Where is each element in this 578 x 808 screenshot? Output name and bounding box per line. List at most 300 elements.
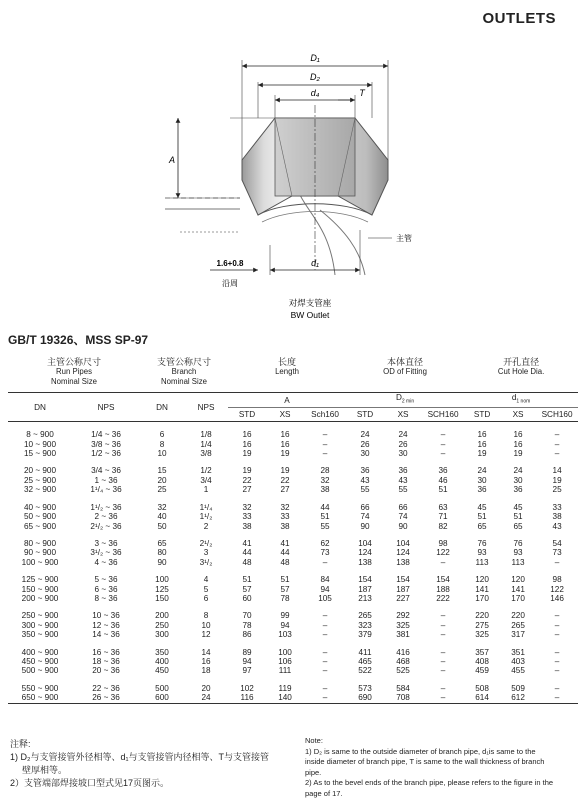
label-d2: D₂ — [310, 72, 320, 82]
table-cell: 14 ~ 36 — [92, 630, 120, 640]
table-cell: 138 — [358, 557, 372, 567]
table-cell: 41 — [280, 538, 290, 548]
table-cell: 16 — [280, 430, 290, 440]
header-std: STD — [228, 408, 266, 422]
table-cell: 116 — [228, 693, 266, 703]
table-cell: 708 — [384, 693, 422, 703]
table-cell: 4 ~ 36 — [94, 557, 118, 567]
table-cell: 36 — [438, 466, 448, 476]
table-cell: 45 — [513, 502, 523, 512]
table-cell: – — [554, 647, 560, 657]
table-cell: 15 — [157, 466, 167, 476]
table-cell: – — [440, 557, 446, 567]
table-cell: – — [322, 430, 328, 440]
table-cell: 1/4 — [200, 439, 212, 449]
notes-cn-1a: 1) D₂与支管接管外径相等、d₁与支管接管内径相等、T与支管接管 — [10, 752, 270, 762]
label-t: T — [359, 88, 365, 98]
table-cell: 70 — [242, 611, 252, 621]
table-cell: 40 ~ 900 — [23, 502, 57, 512]
table-cell: 612 — [500, 693, 536, 703]
table-cell: 99 — [280, 611, 290, 621]
table-cell: 57 — [280, 584, 290, 594]
table-cell: – — [554, 666, 560, 676]
label-main-pipe: 主管 — [396, 234, 412, 243]
table-cell: 170 — [511, 593, 525, 603]
table-cell: – — [322, 449, 328, 459]
table-cell: – — [440, 683, 446, 693]
table-row — [8, 440, 578, 449]
table-row — [8, 558, 578, 567]
notes-cn-1b: 壁厚相等。 — [22, 765, 68, 775]
table-cell: 94 — [280, 620, 290, 630]
table-cell: 8 — [159, 439, 165, 449]
table-cell: 584 — [396, 683, 410, 693]
table-cell: 30 — [398, 449, 408, 459]
caption-en: BW Outlet — [290, 310, 330, 320]
table-cell: 16 ~ 36 — [92, 647, 120, 657]
table-cell: 48 — [242, 557, 252, 567]
table-cell: – — [322, 620, 328, 630]
table-cell: 525 — [396, 666, 410, 676]
table-cell: 62 — [320, 538, 330, 548]
table-cell: 187 — [358, 584, 372, 594]
table-cell: 6 — [159, 430, 165, 440]
table-cell: 220 — [511, 611, 525, 621]
table-cell: 19 — [280, 449, 290, 459]
table-cell: 1¹/₄ — [199, 502, 213, 512]
table-cell: 3/4 — [200, 475, 212, 485]
table-row — [8, 503, 578, 512]
table-cell: 26 ~ 36 — [72, 693, 140, 703]
table-cell: – — [440, 656, 446, 666]
table-cell: 97 — [242, 666, 252, 676]
table-row — [8, 575, 578, 584]
table-cell: 16 — [513, 439, 523, 449]
table-cell: 357 — [475, 647, 489, 657]
table-cell: 63 — [438, 502, 448, 512]
table-cell: 300 — [155, 630, 169, 640]
table-cell: 26 — [398, 439, 408, 449]
table-cell: 44 — [320, 502, 330, 512]
table-cell: 22 ~ 36 — [92, 683, 120, 693]
table-cell: 16 — [280, 439, 290, 449]
table-row — [8, 657, 578, 666]
table-cell: 73 — [552, 548, 562, 558]
table-cell: 140 — [266, 693, 304, 703]
label-d1: d₁ — [311, 258, 319, 268]
table-cell: 220 — [475, 611, 489, 621]
table-cell: – — [440, 630, 446, 640]
table-row — [8, 539, 578, 548]
table-row — [8, 512, 578, 521]
table-cell: 20 — [201, 683, 211, 693]
table-cell: 265 — [511, 620, 525, 630]
table-cell: 18 ~ 36 — [92, 656, 120, 666]
table-cell: 82 — [438, 521, 448, 531]
table-cell: 65 ~ 900 — [23, 521, 57, 531]
group-spacer — [8, 603, 578, 611]
table-cell: 14 — [201, 647, 211, 657]
table-cell: 1¹/₂ ~ 36 — [90, 502, 122, 512]
table-cell: 32 — [280, 502, 290, 512]
table-cell: 105 — [318, 593, 332, 603]
table-cell: 16 — [242, 430, 252, 440]
table-cell: 32 ~ 900 — [23, 485, 57, 495]
table-cell: 73 — [320, 548, 330, 558]
table-cell: 51 — [477, 512, 487, 522]
table-cell: 14 — [552, 466, 562, 476]
table-cell: 1 ~ 36 — [94, 475, 118, 485]
table-cell: 51 — [320, 512, 330, 522]
table-row — [8, 430, 578, 439]
table-cell: 300 ~ 900 — [21, 620, 59, 630]
table-row — [8, 485, 578, 494]
label-gap-cn: 沿周 — [222, 279, 238, 288]
table-cell: 40 — [157, 512, 167, 522]
table-cell: 32 — [242, 502, 252, 512]
table-row — [8, 648, 578, 657]
table-cell: 51 — [513, 512, 523, 522]
table-cell: 27 — [280, 485, 290, 495]
table-cell: 16 — [513, 430, 523, 440]
table-cell: 27 — [242, 485, 252, 495]
header-std: STD — [464, 408, 500, 422]
group-spacer — [8, 676, 578, 684]
table-cell: 32 — [320, 475, 330, 485]
table-cell: 48 — [280, 557, 290, 567]
table-cell: 227 — [396, 593, 410, 603]
table-cell: 416 — [396, 647, 410, 657]
table-cell: 76 — [513, 538, 523, 548]
table-cell: 3/8 — [200, 449, 212, 459]
table-cell: 8 ~ 36 — [94, 593, 118, 603]
table-cell: 550 ~ 900 — [21, 683, 59, 693]
table-cell: 93 — [513, 548, 523, 558]
group-spacer — [8, 531, 578, 539]
table-cell: 65 — [477, 521, 487, 531]
table-cell: 10 ~ 900 — [23, 439, 57, 449]
table-row — [8, 666, 578, 675]
table-cell: 325 — [396, 620, 410, 630]
table-cell: 170 — [475, 593, 489, 603]
table-cell: 74 — [360, 512, 370, 522]
table-cell: 4 — [203, 575, 209, 585]
table-row — [8, 621, 578, 630]
table-row — [8, 449, 578, 458]
table-cell: 120 — [475, 575, 489, 585]
table-cell: 323 — [358, 620, 372, 630]
header-xs: XS — [384, 408, 422, 422]
table-cell: 104 — [358, 538, 372, 548]
table-cell: 265 — [358, 611, 372, 621]
table-cell: 90 ~ 900 — [23, 548, 57, 558]
table-cell: 43 — [552, 521, 562, 531]
table-cell: 50 — [157, 521, 167, 531]
group-spacer — [8, 458, 578, 466]
table-cell: 450 — [155, 666, 169, 676]
table-cell: 57 — [242, 584, 252, 594]
table-cell: 141 — [475, 584, 489, 594]
table-cell: 24 — [477, 466, 487, 476]
table-cell: – — [322, 656, 328, 666]
header-a: A — [228, 393, 346, 408]
table-cell: 43 — [398, 475, 408, 485]
table-cell: – — [322, 611, 328, 621]
table-cell: 66 — [398, 502, 408, 512]
header-branch: 支管公称尺寸 Branch Nominal Size — [157, 357, 212, 386]
table-cell: 1/2 ~ 36 — [91, 449, 121, 459]
table-cell: 45 — [477, 502, 487, 512]
notes-en-1: 1) D₂ is same to the outside diameter of branch pipe, d₁is same to the inside diameter of branch pipe, T is same to the wall thickness of branch pipe. — [305, 746, 545, 777]
table-cell: – — [322, 647, 328, 657]
table-cell: 10 — [201, 620, 211, 630]
table-cell: 508 — [475, 683, 489, 693]
table-row — [8, 522, 578, 531]
table-cell: 124 — [358, 548, 372, 558]
table-cell: 26 — [360, 439, 370, 449]
table-cell: – — [322, 666, 328, 676]
table-cell: 25 — [552, 485, 562, 495]
table-cell: 44 — [280, 548, 290, 558]
table-cell: 55 — [320, 521, 330, 531]
table-cell: 522 — [358, 666, 372, 676]
table-cell: 25 ~ 900 — [23, 475, 57, 485]
table-cell: 66 — [360, 502, 370, 512]
table-cell: – — [322, 439, 328, 449]
table-cell: 10 ~ 36 — [92, 611, 120, 621]
table-cell: 22 — [242, 475, 252, 485]
table-cell: 154 — [358, 575, 372, 585]
table-cell: 600 — [140, 693, 184, 703]
table-cell: – — [322, 683, 328, 693]
table-cell: 22 — [280, 475, 290, 485]
table-cell: 150 — [155, 593, 169, 603]
table-cell: 650 ~ 900 — [8, 693, 72, 703]
table-row — [8, 630, 578, 639]
table-cell: 33 — [280, 512, 290, 522]
table-cell: 120 — [511, 575, 525, 585]
table-cell: 19 — [242, 466, 252, 476]
table-cell: 2¹/₂ — [199, 538, 213, 548]
table-cell: 30 — [513, 475, 523, 485]
table-cell: 102 — [240, 683, 254, 693]
table-cell: 325 — [475, 630, 489, 640]
table-cell: 38 — [552, 512, 562, 522]
table-cell: 122 — [550, 584, 564, 594]
table-cell: 98 — [552, 575, 562, 585]
table-cell: 46 — [438, 475, 448, 485]
table-cell: 1¹/₄ ~ 36 — [90, 485, 122, 495]
label-d4: d₄ — [310, 88, 320, 98]
group-spacer — [8, 495, 578, 503]
notes-en-title: Note: — [305, 736, 323, 745]
table-cell: 690 — [346, 693, 384, 703]
table-cell: 51 — [438, 485, 448, 495]
table-cell: 154 — [396, 575, 410, 585]
notes-en-2: 2) As to the bevel ends of the branch pipe, please refers to the figure in the page of 17. — [305, 778, 554, 798]
table-cell: 5 — [203, 584, 209, 594]
table-row — [8, 548, 578, 557]
table-cell: 8 ~ 900 — [26, 430, 54, 440]
table-cell: – — [322, 630, 328, 640]
table-cell: – — [440, 666, 446, 676]
table-cell: 222 — [436, 593, 450, 603]
table-cell: 113 — [475, 557, 489, 567]
table-cell: 36 — [477, 485, 487, 495]
table-cell: 16 — [201, 656, 211, 666]
table-cell: 71 — [438, 512, 448, 522]
table-cell: 36 — [398, 466, 408, 476]
header-sch160: SCH160 — [536, 408, 578, 422]
table-cell: 5 ~ 36 — [94, 575, 118, 585]
table-cell: – — [554, 439, 560, 449]
table-cell: – — [440, 611, 446, 621]
table-cell: 54 — [552, 538, 562, 548]
notes-cn-2: 2）支管端部焊接坡口型式见17页图示。 — [10, 778, 170, 788]
table-cell: 16 — [477, 430, 487, 440]
header-dn-run: DN — [8, 393, 72, 422]
table-cell: – — [554, 449, 560, 459]
table-cell: – — [554, 557, 560, 567]
table-cell: 400 — [155, 656, 169, 666]
table-cell: 28 — [320, 466, 330, 476]
table-cell: 122 — [436, 548, 450, 558]
table-cell: – — [322, 557, 328, 567]
table-cell: 400 ~ 900 — [21, 647, 59, 657]
table-cell: 113 — [511, 557, 525, 567]
header-std: STD — [346, 408, 384, 422]
table-cell: 80 — [157, 548, 167, 558]
table-cell: 78 — [280, 593, 290, 603]
table-cell: 80 ~ 900 — [23, 538, 57, 548]
table-cell: 2 — [203, 521, 209, 531]
header-d1: $d_{1 nom}$ — [464, 393, 578, 408]
table-cell: 125 — [155, 584, 169, 594]
table-cell: 20 ~ 900 — [23, 466, 57, 476]
header-dn-branch: DN — [140, 393, 184, 422]
table-cell: 411 — [358, 647, 372, 657]
table-row — [8, 466, 578, 475]
table-cell: 30 — [360, 449, 370, 459]
table-cell: 30 — [477, 475, 487, 485]
table-cell: – — [440, 620, 446, 630]
table-cell: 351 — [511, 647, 525, 657]
table-cell: 403 — [511, 656, 525, 666]
table-cell: 20 ~ 36 — [92, 666, 120, 676]
table-cell: 614 — [464, 693, 500, 703]
table-cell: 100 — [155, 575, 169, 585]
label-a: A — [168, 155, 176, 165]
table-cell: 55 — [398, 485, 408, 495]
table-cell: 103 — [278, 630, 292, 640]
table-cell: 24 — [398, 430, 408, 440]
table-cell: 2¹/₂ ~ 36 — [90, 521, 122, 531]
table-cell: 200 — [155, 611, 169, 621]
table-cell: 3/8 ~ 36 — [91, 439, 121, 449]
table-cell: 19 — [513, 449, 523, 459]
table-cell: 25 — [157, 485, 167, 495]
caption-cn: 对焊支管座 — [288, 298, 332, 308]
table-cell: – — [554, 630, 560, 640]
table-cell: 90 — [398, 521, 408, 531]
table-cell: 12 — [201, 630, 211, 640]
table-cell: 146 — [550, 593, 564, 603]
table-cell: 8 — [203, 611, 209, 621]
table-row — [8, 693, 578, 703]
table-row — [8, 476, 578, 485]
table-cell: 41 — [242, 538, 252, 548]
header-run-pipes: 主管公称尺寸 Run Pipes Nominal Size — [47, 357, 102, 386]
table-cell: 6 — [203, 593, 209, 603]
table-cell: 98 — [438, 538, 448, 548]
table-cell: – — [440, 439, 446, 449]
table-cell: 90 — [157, 557, 167, 567]
table-cell: 213 — [358, 593, 372, 603]
table-cell: – — [554, 430, 560, 440]
table-cell: 455 — [511, 666, 525, 676]
table-cell: 18 — [201, 666, 211, 676]
table-cell: 38 — [320, 485, 330, 495]
table-cell: 150 ~ 900 — [21, 584, 59, 594]
table-cell: 2 ~ 36 — [94, 512, 118, 522]
table-cell: 1/8 — [200, 430, 212, 440]
dimensions-table — [8, 358, 578, 704]
table-cell: 51 — [242, 575, 252, 585]
table-cell: 65 — [157, 538, 167, 548]
table-cell: 36 — [513, 485, 523, 495]
label-gap: 1.6+0.8 — [216, 259, 244, 268]
table-cell: 16 — [242, 439, 252, 449]
bw-outlet-drawing — [0, 40, 566, 325]
table-cell: 12 ~ 36 — [92, 620, 120, 630]
table-cell: 468 — [396, 656, 410, 666]
table-cell: 3¹/₂ — [199, 557, 213, 567]
table-cell: 50 ~ 900 — [23, 512, 57, 522]
group-spacer — [8, 640, 578, 648]
table-cell: 188 — [436, 584, 450, 594]
table-cell: – — [554, 620, 560, 630]
table-cell: 141 — [511, 584, 525, 594]
table-cell: – — [422, 693, 464, 703]
group-spacer — [8, 422, 578, 431]
table-cell: 106 — [278, 656, 292, 666]
table-cell: 100 — [278, 647, 292, 657]
table-cell: 19 — [552, 475, 562, 485]
table-cell: – — [440, 647, 446, 657]
table-cell: – — [440, 430, 446, 440]
table-cell: 44 — [242, 548, 252, 558]
label-d1-outer: D₁ — [310, 53, 320, 63]
header-sch160: Sch160 — [304, 408, 346, 422]
table-row — [8, 684, 578, 693]
table-cell: 459 — [475, 666, 489, 676]
table-cell: 250 — [155, 620, 169, 630]
table-cell: 408 — [475, 656, 489, 666]
header-d2: $D_{2 min}$ — [346, 393, 464, 408]
table-cell: 38 — [280, 521, 290, 531]
table-cell: – — [554, 683, 560, 693]
table-cell: 275 — [475, 620, 489, 630]
table-cell: 3 ~ 36 — [94, 538, 118, 548]
table-cell: 51 — [280, 575, 290, 585]
table-cell: 187 — [396, 584, 410, 594]
table-cell: 1/4 ~ 36 — [91, 430, 121, 440]
table-cell: 200 ~ 900 — [21, 593, 59, 603]
table-cell: 43 — [360, 475, 370, 485]
page-title: OUTLETS — [482, 10, 556, 27]
table-cell: 381 — [396, 630, 410, 640]
table-cell: 3¹/₂ ~ 36 — [90, 548, 122, 558]
